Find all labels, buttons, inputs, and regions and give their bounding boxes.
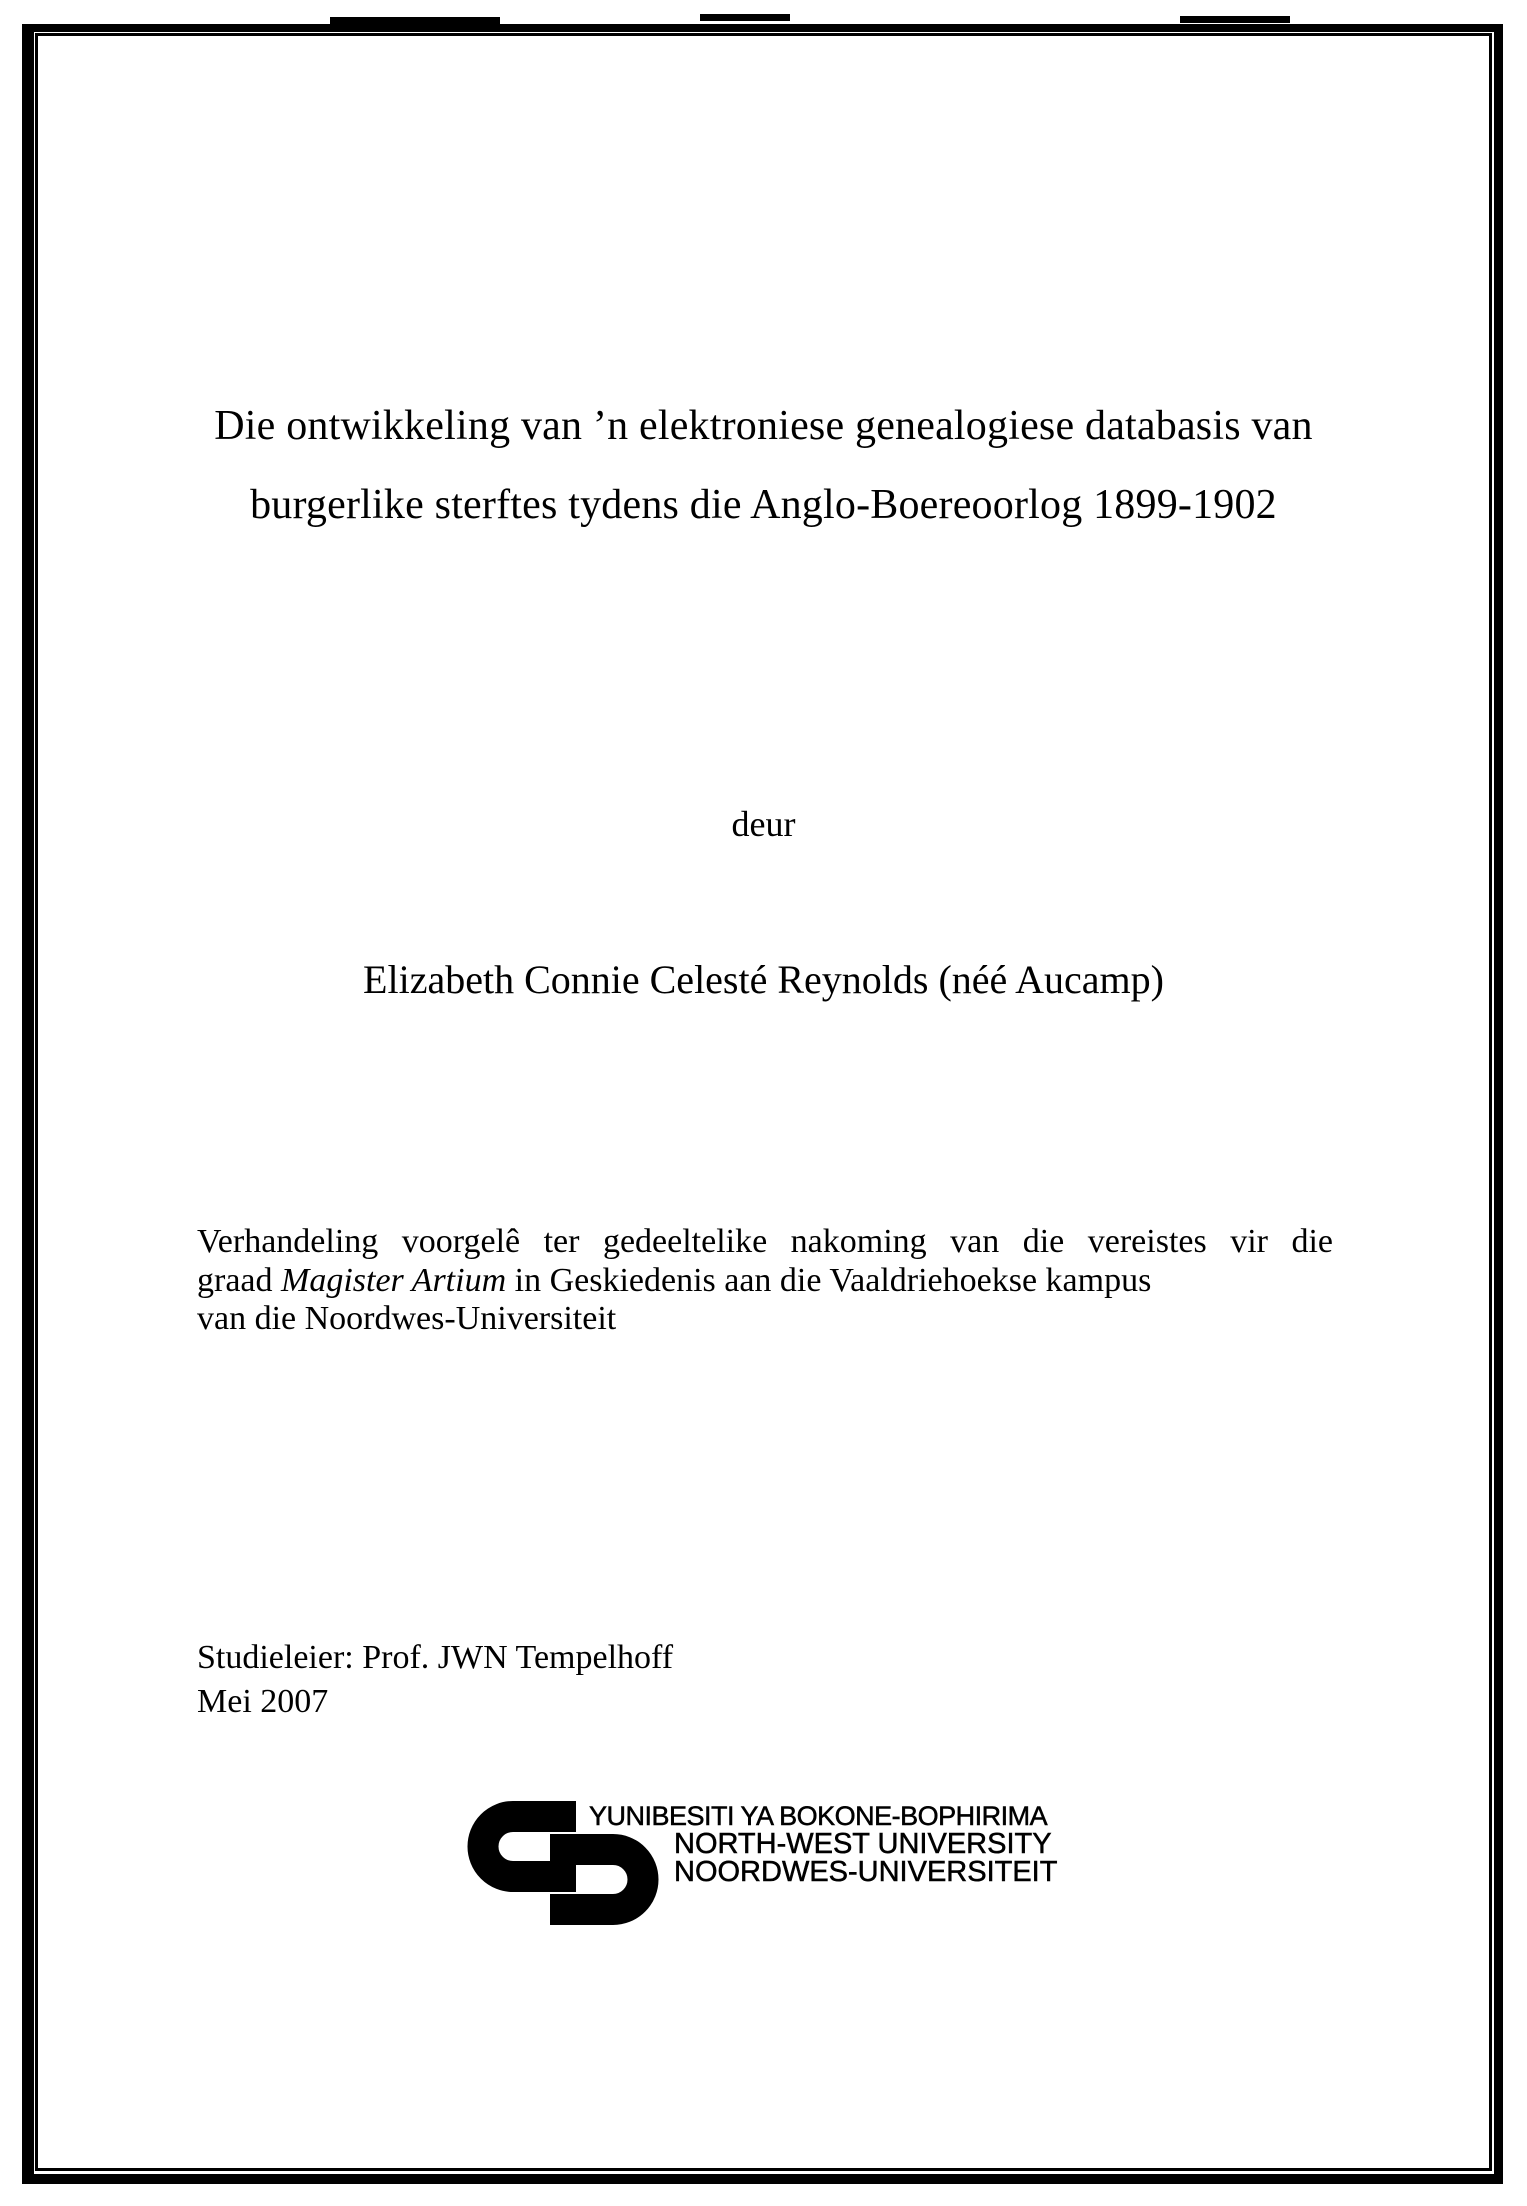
thesis-title-line1: Die ontwikkeling van ’n elektroniese genealogiese databasis van [214,403,1313,449]
date-line: Mei 2007 [197,1683,329,1720]
university-name-english: NORTH-WEST UNIVERSITY [674,1828,1052,1860]
thesis-title-line2: burgerlike sterftes tydens die Anglo-Boereoorlog 1899-1902 [250,482,1277,528]
thesis-title [80,387,1447,545]
degree-statement-line2-prefix: graad [197,1261,282,1299]
scan-artifact [700,14,790,21]
degree-name-italic: Magister Artium [281,1261,507,1299]
university-name-setswana: YUNIBESITI YA BOKONE-BOPHIRIMA [589,1801,1048,1831]
author-name: Elizabeth Connie Celesté Reynolds (néé Aucamp) [363,957,1164,1002]
byline-deur: deur [731,804,796,844]
degree-statement [197,1223,1333,1339]
scan-artifact [1180,16,1290,23]
scan-artifact [330,17,500,25]
university-name-english-afrikaans [674,1830,1057,1886]
degree-statement-line1: Verhandeling voorgelê ter gedeeltelike nakoming van die vereistes vir die [197,1223,1333,1260]
degree-statement-line2 [197,1262,1333,1301]
degree-statement-line2-suffix: in Geskiedenis aan die Vaaldriehoekse kampus [506,1261,1152,1299]
degree-statement-line3: van die Noordwes-Universiteit [197,1300,617,1337]
university-name-afrikaans: NOORDWES-UNIVERSITEIT [674,1856,1058,1888]
supervisor-block [197,1636,673,1724]
supervisor-line: Studieleier: Prof. JWN Tempelhoff [197,1639,674,1676]
